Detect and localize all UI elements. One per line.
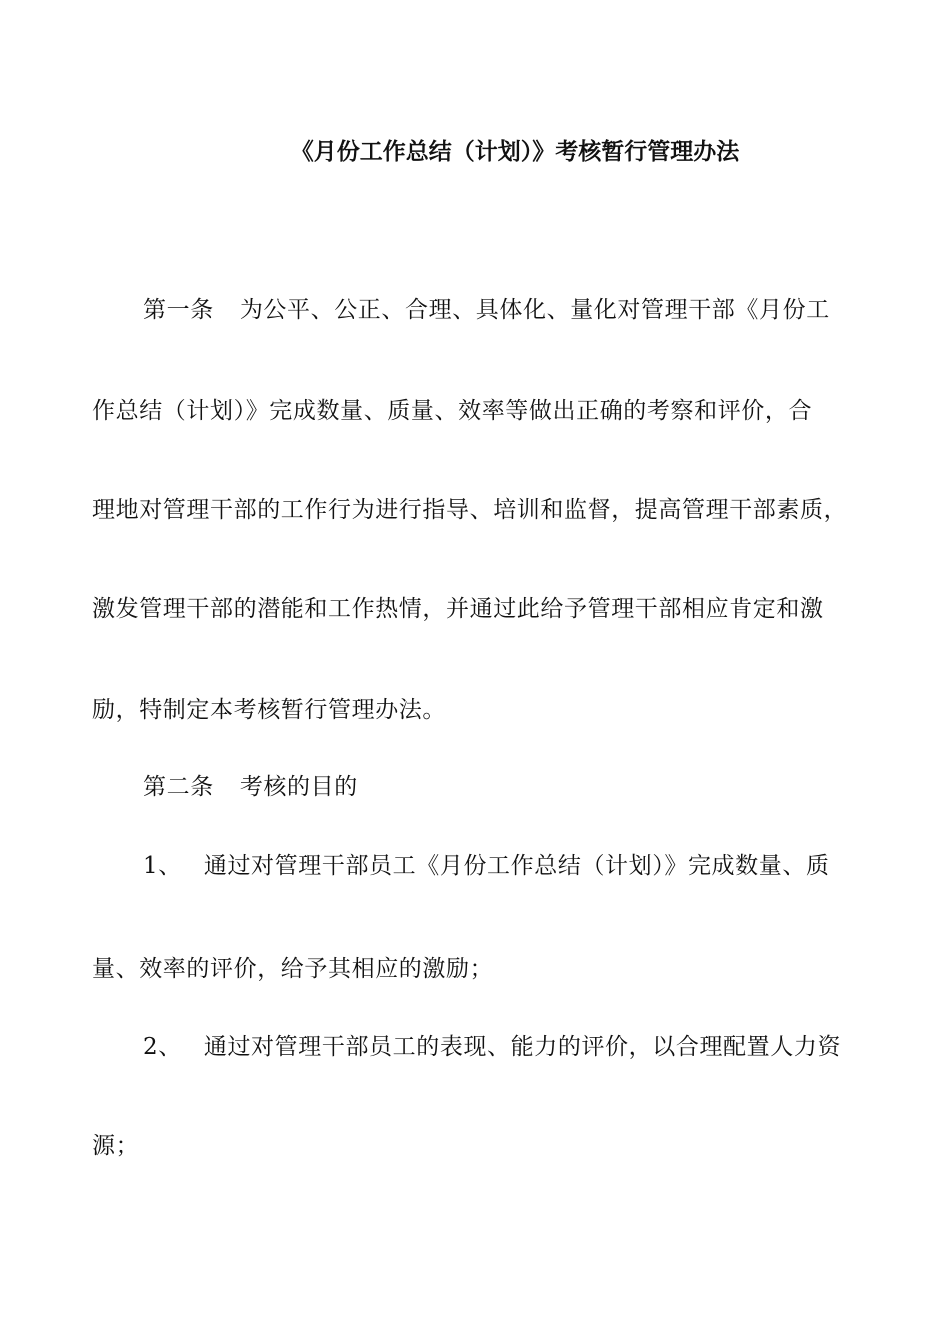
list-item [143, 1031, 943, 1063]
article2-heading: 考核的目的 [239, 774, 358, 800]
article1-text-line: 为公平、公正、合理、具体化、量化对管理干部《月份工 [239, 297, 830, 323]
article1-text-line: 理地对管理干部的工作行为进行指导、培训和监督，提高管理干部素质， [92, 497, 848, 523]
item-text-line: 源； [92, 1133, 140, 1159]
article1-label: 第一条 [143, 297, 214, 323]
document-title: 《月份工作总结（计划）》考核暂行管理办法 [290, 139, 740, 165]
item-text-line: 通过对管理干部员工的表现、能力的评价，以合理配置人力资 [203, 1034, 842, 1060]
list-item [143, 850, 943, 882]
article1-text-line: 激发管理干部的潜能和工作热情，并通过此给予管理干部相应肯定和激 [92, 596, 824, 622]
article1-text-line: 作总结（计划）》完成数量、质量、效率等做出正确的考察和评价，合 [92, 398, 813, 424]
item-text-line: 量、效率的评价，给予其相应的激励； [92, 956, 494, 982]
article1-text-line: 励，特制定本考核暂行管理办法。 [92, 697, 446, 723]
article1-first-line [143, 294, 943, 326]
item-number: 1、 [143, 853, 182, 879]
item-number: 2、 [143, 1034, 182, 1060]
item-text-line: 通过对管理干部员工《月份工作总结（计划）》完成数量、质 [203, 853, 830, 879]
article2-heading-line [143, 771, 943, 803]
article2-label: 第二条 [143, 774, 214, 800]
